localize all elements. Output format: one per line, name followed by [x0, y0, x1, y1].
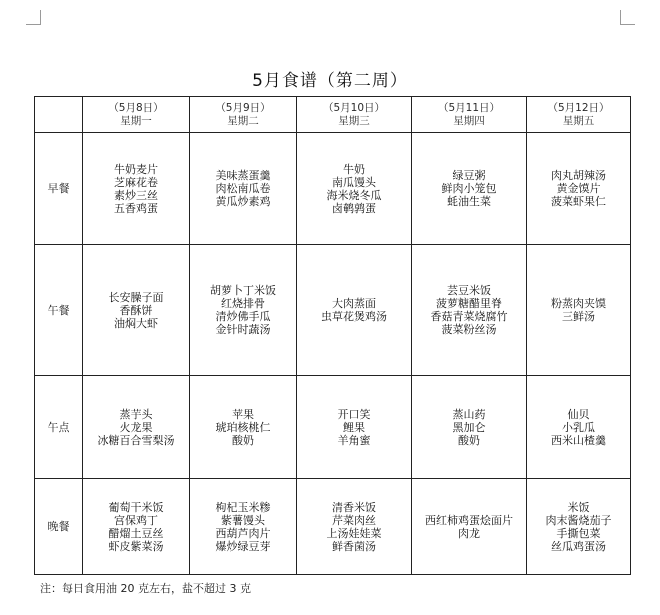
dish: 蒸山药: [452, 407, 486, 421]
menu-cell: [297, 133, 412, 245]
dish: 米饭: [567, 500, 590, 514]
menu-cell: [190, 479, 297, 575]
day-date: （5月12日）: [547, 101, 610, 114]
dish: 肉末酱烧茄子: [545, 513, 612, 527]
dish: 宫保鸡丁: [114, 513, 158, 527]
menu-cell: [190, 376, 297, 479]
dish: 菠萝糖醋里脊: [436, 297, 502, 310]
dish: 鲤果: [343, 420, 365, 434]
dish: 手撕包菜: [556, 526, 601, 540]
dish: 丝瓜鸡蛋汤: [551, 539, 606, 553]
dish: 葡萄干米饭: [108, 500, 164, 514]
day-header: [527, 97, 631, 133]
dish: 冰糖百合雪梨汤: [97, 433, 175, 447]
dish: 鲜肉小笼包: [441, 182, 497, 195]
dish: 美味蒸蛋羹: [215, 169, 271, 182]
day-date: （5月9日）: [215, 101, 271, 114]
menu-cell: [83, 133, 190, 245]
dish: 鲜香菌汤: [332, 539, 376, 553]
menu-cell: [190, 245, 297, 376]
dish: 胡萝卜丁米饭: [210, 284, 276, 297]
dish: 香菇青菜烧腐竹: [430, 310, 508, 323]
menu-cell: [527, 479, 631, 575]
dish: 清香米饭: [332, 500, 376, 514]
dish: 菠菜虾果仁: [551, 195, 606, 208]
dish: 西葫芦肉片: [215, 526, 271, 540]
day-weekday: 星期一: [120, 114, 152, 127]
menu-table: [34, 96, 631, 575]
meal-row-lunch: [35, 245, 631, 376]
dish: 西红柿鸡蛋烩面片: [425, 513, 513, 527]
dish: 芹菜肉丝: [332, 513, 376, 527]
meal-label: 午餐: [35, 245, 83, 376]
day-weekday: 星期四: [453, 114, 485, 127]
dish: 苹果: [232, 407, 254, 421]
dish: 小乳瓜: [562, 420, 595, 434]
meal-row-breakfast: [35, 133, 631, 245]
menu-cell: [297, 245, 412, 376]
dish: 虫草花煲鸡汤: [321, 310, 387, 323]
dish: 枸杞玉米糁: [215, 500, 271, 514]
menu-cell: [297, 376, 412, 479]
dish: 黑加仑: [452, 420, 486, 434]
dish: 仙贝: [567, 407, 590, 421]
dish: 紫薯馒头: [221, 513, 265, 527]
dish: 琥珀核桃仁: [215, 420, 271, 434]
dish: 红烧排骨: [221, 297, 265, 310]
dish: 西米山楂羹: [551, 433, 606, 447]
dish: 肉松南瓜卷: [215, 182, 271, 195]
header-row: [35, 97, 631, 133]
dish: 上汤娃娃菜: [326, 526, 382, 540]
menu-cell: [83, 245, 190, 376]
dish: 蒸芋头: [119, 407, 153, 421]
meal-row-snack: [35, 376, 631, 479]
day-header: [297, 97, 412, 133]
day-date: （5月11日）: [437, 101, 501, 114]
dish: 清炒佛手瓜: [215, 310, 271, 323]
dish: 油焖大虾: [114, 316, 158, 330]
dish: 牛奶麦片: [114, 162, 158, 176]
dish: 绿豆粥: [452, 169, 486, 182]
dish: 爆炒绿豆芽: [215, 539, 271, 553]
dish: 香酥饼: [119, 303, 153, 317]
page-title: 5月食谱（第二周）: [252, 71, 408, 91]
page-corner-mark-right: [620, 10, 635, 25]
corner-cell: [35, 97, 83, 133]
dish: 虾皮紫菜汤: [108, 539, 164, 553]
menu-cell: [527, 245, 631, 376]
dish: 肉丸胡辣汤: [551, 169, 606, 182]
dish: 羊角蜜: [337, 433, 371, 447]
menu-cell: [412, 245, 527, 376]
footnote: 注：每日食用油 20 克左右，盐不超过 3 克: [40, 582, 251, 595]
dish: 素炒三丝: [114, 188, 158, 202]
dish: 五香鸡蛋: [114, 201, 158, 215]
day-date: （5月8日）: [108, 101, 164, 114]
dish: 菠菜粉丝汤: [441, 323, 497, 336]
meal-label: 晚餐: [35, 479, 83, 575]
dish: 黄金馍片: [556, 182, 601, 195]
day-weekday: 星期五: [562, 114, 595, 127]
dish: 火龙果: [119, 420, 153, 434]
dish: 海米烧冬瓜: [326, 188, 382, 202]
menu-cell: [412, 376, 527, 479]
menu-cell: [297, 479, 412, 575]
day-header: [83, 97, 190, 133]
menu-cell: [412, 479, 527, 575]
dish: 芸豆米饭: [447, 284, 491, 297]
dish: 三鲜汤: [562, 310, 595, 323]
dish: 南瓜馒头: [332, 175, 376, 189]
dish: 酸奶: [458, 433, 480, 447]
day-date: （5月10日）: [322, 101, 386, 114]
meal-row-dinner: [35, 479, 631, 575]
menu-cell: [527, 133, 631, 245]
dish: 牛奶: [343, 162, 365, 176]
dish: 大肉蒸面: [332, 297, 376, 310]
dish: 卤鹌鹑蛋: [332, 201, 376, 215]
dish: 长安臊子面: [108, 290, 164, 304]
dish: 肉龙: [458, 526, 480, 540]
dish: 芝麻花卷: [114, 175, 158, 189]
day-weekday: 星期二: [227, 114, 259, 127]
meal-label: 早餐: [35, 133, 83, 245]
menu-cell: [190, 133, 297, 245]
day-weekday: 星期三: [338, 114, 370, 127]
dish: 开口笑: [337, 407, 371, 421]
meal-label: 午点: [35, 376, 83, 479]
menu-cell: [83, 376, 190, 479]
menu-cell: [527, 376, 631, 479]
dish: 酸奶: [232, 433, 254, 447]
day-header: [190, 97, 297, 133]
day-header: [412, 97, 527, 133]
dish: 黄瓜炒素鸡: [215, 195, 271, 208]
dish: 金针时蔬汤: [215, 323, 271, 336]
page-corner-mark-left: [26, 10, 41, 25]
menu-cell: [412, 133, 527, 245]
dish: 粉蒸肉夹馍: [551, 297, 606, 310]
dish: 醋熘土豆丝: [108, 526, 164, 540]
dish: 蚝油生菜: [447, 195, 491, 208]
menu-cell: [83, 479, 190, 575]
